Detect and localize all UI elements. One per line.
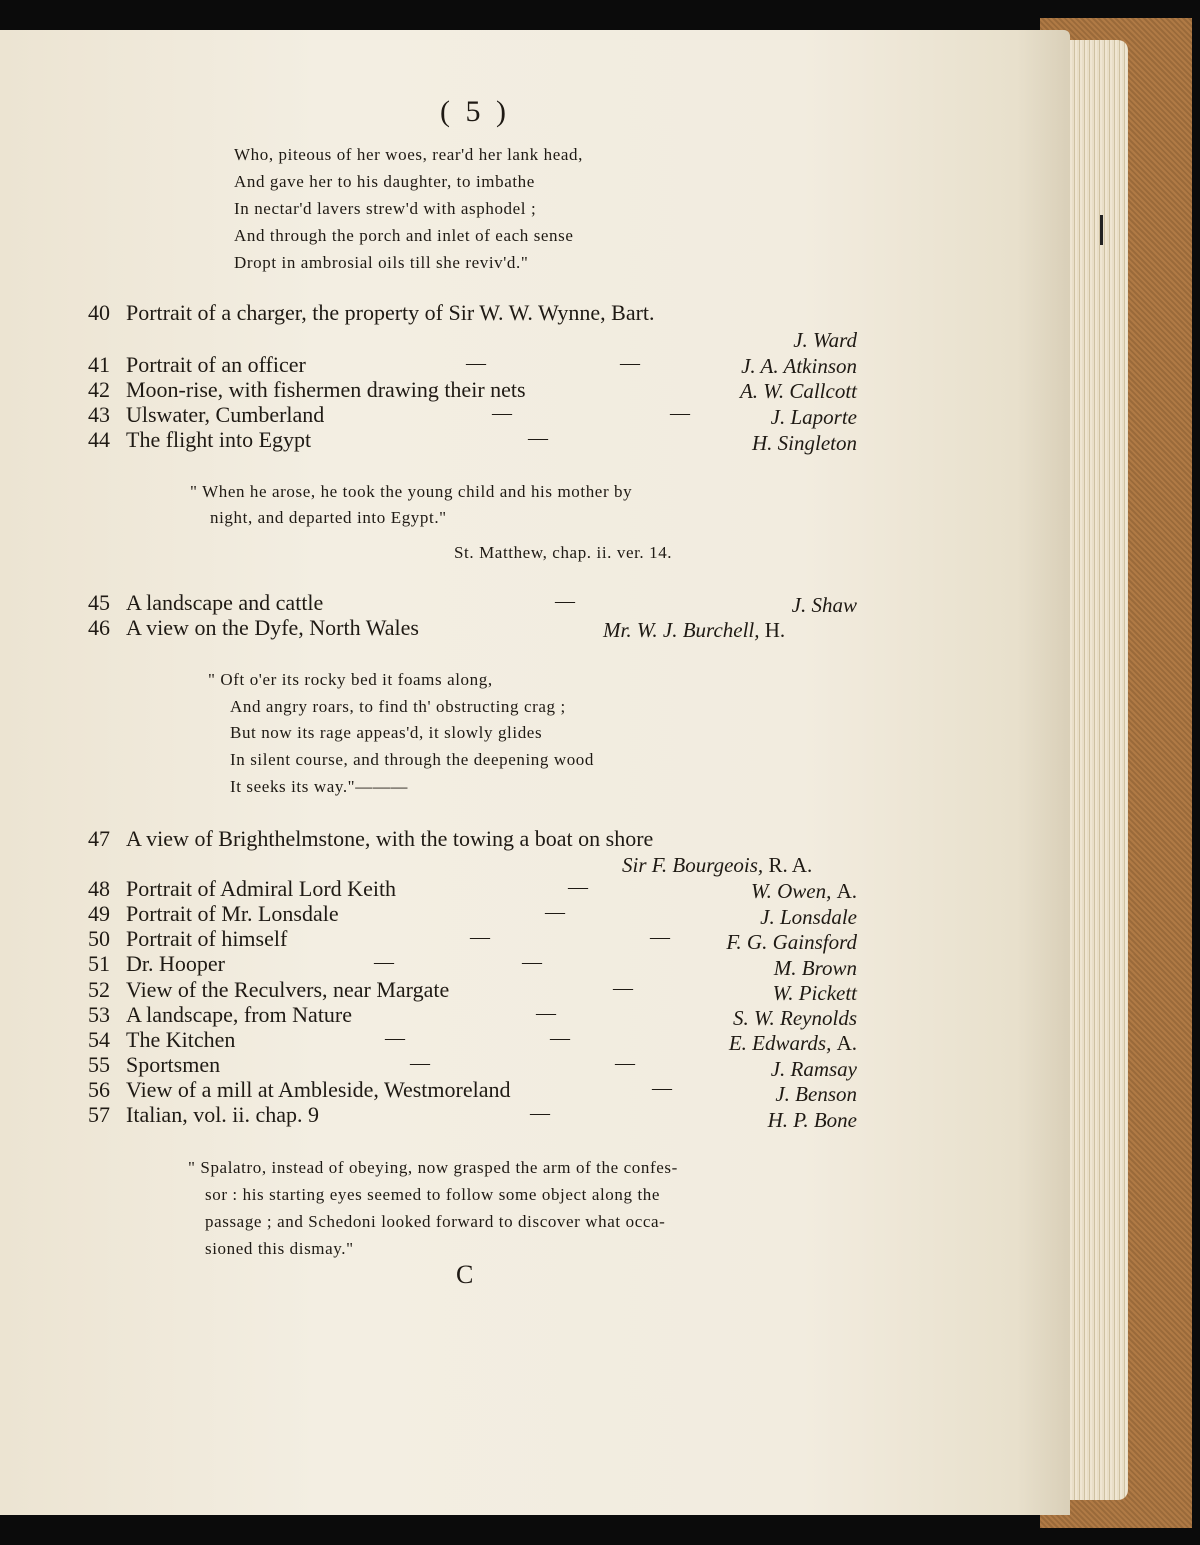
catalogue-entry: 44 The flight into Egypt — [88, 427, 312, 452]
artist-name: Sir F. Bourgeois, R. A. — [622, 853, 813, 877]
verse-line: In silent course, and through the deepening wood — [230, 750, 594, 769]
dash: — — [555, 590, 575, 612]
dash: — — [528, 427, 548, 449]
book-page — [0, 30, 1070, 1515]
catalogue-entry: 57 Italian, vol. ii. chap. 9 — [88, 1102, 320, 1127]
verse-line: But now its rage appeas'd, it slowly glides — [230, 723, 543, 742]
dash: — — [650, 926, 670, 948]
artist-name: M. Brown — [773, 956, 857, 980]
dash: — — [374, 951, 394, 973]
signature-mark: C — [456, 1260, 474, 1289]
catalogue-entry: 54 The Kitchen — [88, 1027, 236, 1052]
page-edges — [1062, 40, 1128, 1500]
artist-name: A. W. Callcott — [739, 379, 857, 403]
quote-line: night, and departed into Egypt." — [210, 508, 447, 527]
artist-name: H. P. Bone — [767, 1108, 857, 1132]
artist-name: E. Edwards, A. — [728, 1031, 857, 1055]
catalogue-entry: 40 Portrait of a charger, the property of Sir W. W. Wynne, Bart. — [88, 300, 655, 325]
verse-line: And through the porch and inlet of each sense — [234, 226, 574, 245]
verse-line: " Oft o'er its rocky bed it foams along, — [208, 670, 493, 689]
dash: — — [470, 926, 490, 948]
artist-name: H. Singleton — [752, 431, 857, 455]
dash: — — [522, 951, 542, 973]
dash: — — [620, 352, 640, 374]
dash: — — [536, 1002, 556, 1024]
catalogue-entry: 51 Dr. Hooper — [88, 951, 225, 976]
catalogue-entry: 42 Moon-rise, with fishermen drawing their nets — [88, 377, 526, 402]
artist-name: Mr. W. J. Burchell, H. — [603, 618, 786, 642]
dash: — — [492, 402, 512, 424]
dash: — — [615, 1052, 635, 1074]
artist-name: J. Ward — [793, 328, 857, 352]
artist-name: J. Ramsay — [770, 1057, 857, 1081]
quote-line: " Spalatro, instead of obeying, now grasped the arm of the confes- — [188, 1158, 678, 1177]
catalogue-entry: 52 View of the Reculvers, near Margate — [88, 977, 450, 1002]
verse-line: And gave her to his daughter, to imbathe — [234, 172, 535, 191]
artist-name: J. Shaw — [791, 593, 857, 617]
artist-name: F. G. Gainsford — [726, 930, 857, 954]
page-number: ( 5 ) — [440, 95, 510, 128]
artist-name: J. Benson — [775, 1082, 857, 1106]
catalogue-entry: 56 View of a mill at Ambleside, Westmoreland — [88, 1077, 511, 1102]
artist-name: W. Pickett — [772, 981, 857, 1005]
dash: — — [545, 901, 565, 923]
quote-line: sioned this dismay." — [205, 1239, 354, 1258]
catalogue-entry: 53 A landscape, from Nature — [88, 1002, 353, 1027]
artist-name: J. Laporte — [770, 405, 857, 429]
catalogue-entry: 47 A view of Brighthelmstone, with the towing a boat on shore — [88, 826, 654, 851]
dash: — — [670, 402, 690, 424]
artist-name: J. Lonsdale — [760, 905, 857, 929]
dash: — — [530, 1102, 550, 1124]
citation: St. Matthew, chap. ii. ver. 14. — [454, 543, 673, 562]
catalogue-entry: 48 Portrait of Admiral Lord Keith — [88, 876, 397, 901]
catalogue-entry: 50 Portrait of himself — [88, 926, 288, 951]
artist-name: J. A. Atkinson — [741, 354, 857, 378]
verse-line: And angry roars, to find th' obstructing crag ; — [230, 697, 566, 716]
dash: — — [652, 1077, 672, 1099]
catalogue-entry: 45 A landscape and cattle — [88, 590, 324, 615]
catalogue-entry: 41 Portrait of an officer — [88, 352, 306, 377]
dash: — — [466, 352, 486, 374]
ribbon-mark — [1100, 215, 1103, 245]
verse-line: Dropt in ambrosial oils till she reviv'd." — [234, 253, 529, 272]
dash: — — [385, 1027, 405, 1049]
catalogue-entry: 46 A view on the Dyfe, North Wales — [88, 615, 419, 640]
dash: — — [550, 1027, 570, 1049]
verse-line: In nectar'd lavers strew'd with asphodel ; — [234, 199, 537, 218]
quote-line: " When he arose, he took the young child and his mother by — [190, 482, 633, 501]
dash: — — [613, 977, 633, 999]
dash: — — [568, 876, 588, 898]
artist-name: S. W. Reynolds — [732, 1006, 857, 1030]
catalogue-entry: 55 Sportsmen — [88, 1052, 221, 1077]
verse-line: It seeks its way."——— — [230, 777, 409, 796]
artist-name: W. Owen, A. — [751, 879, 857, 903]
catalogue-entry: 43 Ulswater, Cumberland — [88, 402, 325, 427]
catalogue-entry: 49 Portrait of Mr. Lonsdale — [88, 901, 339, 926]
quote-line: passage ; and Schedoni looked forward to discover what occa- — [205, 1212, 666, 1231]
quote-line: sor : his starting eyes seemed to follow some object along the — [205, 1185, 661, 1204]
verse-line: Who, piteous of her woes, rear'd her lank head, — [234, 145, 583, 164]
dash: — — [410, 1052, 430, 1074]
